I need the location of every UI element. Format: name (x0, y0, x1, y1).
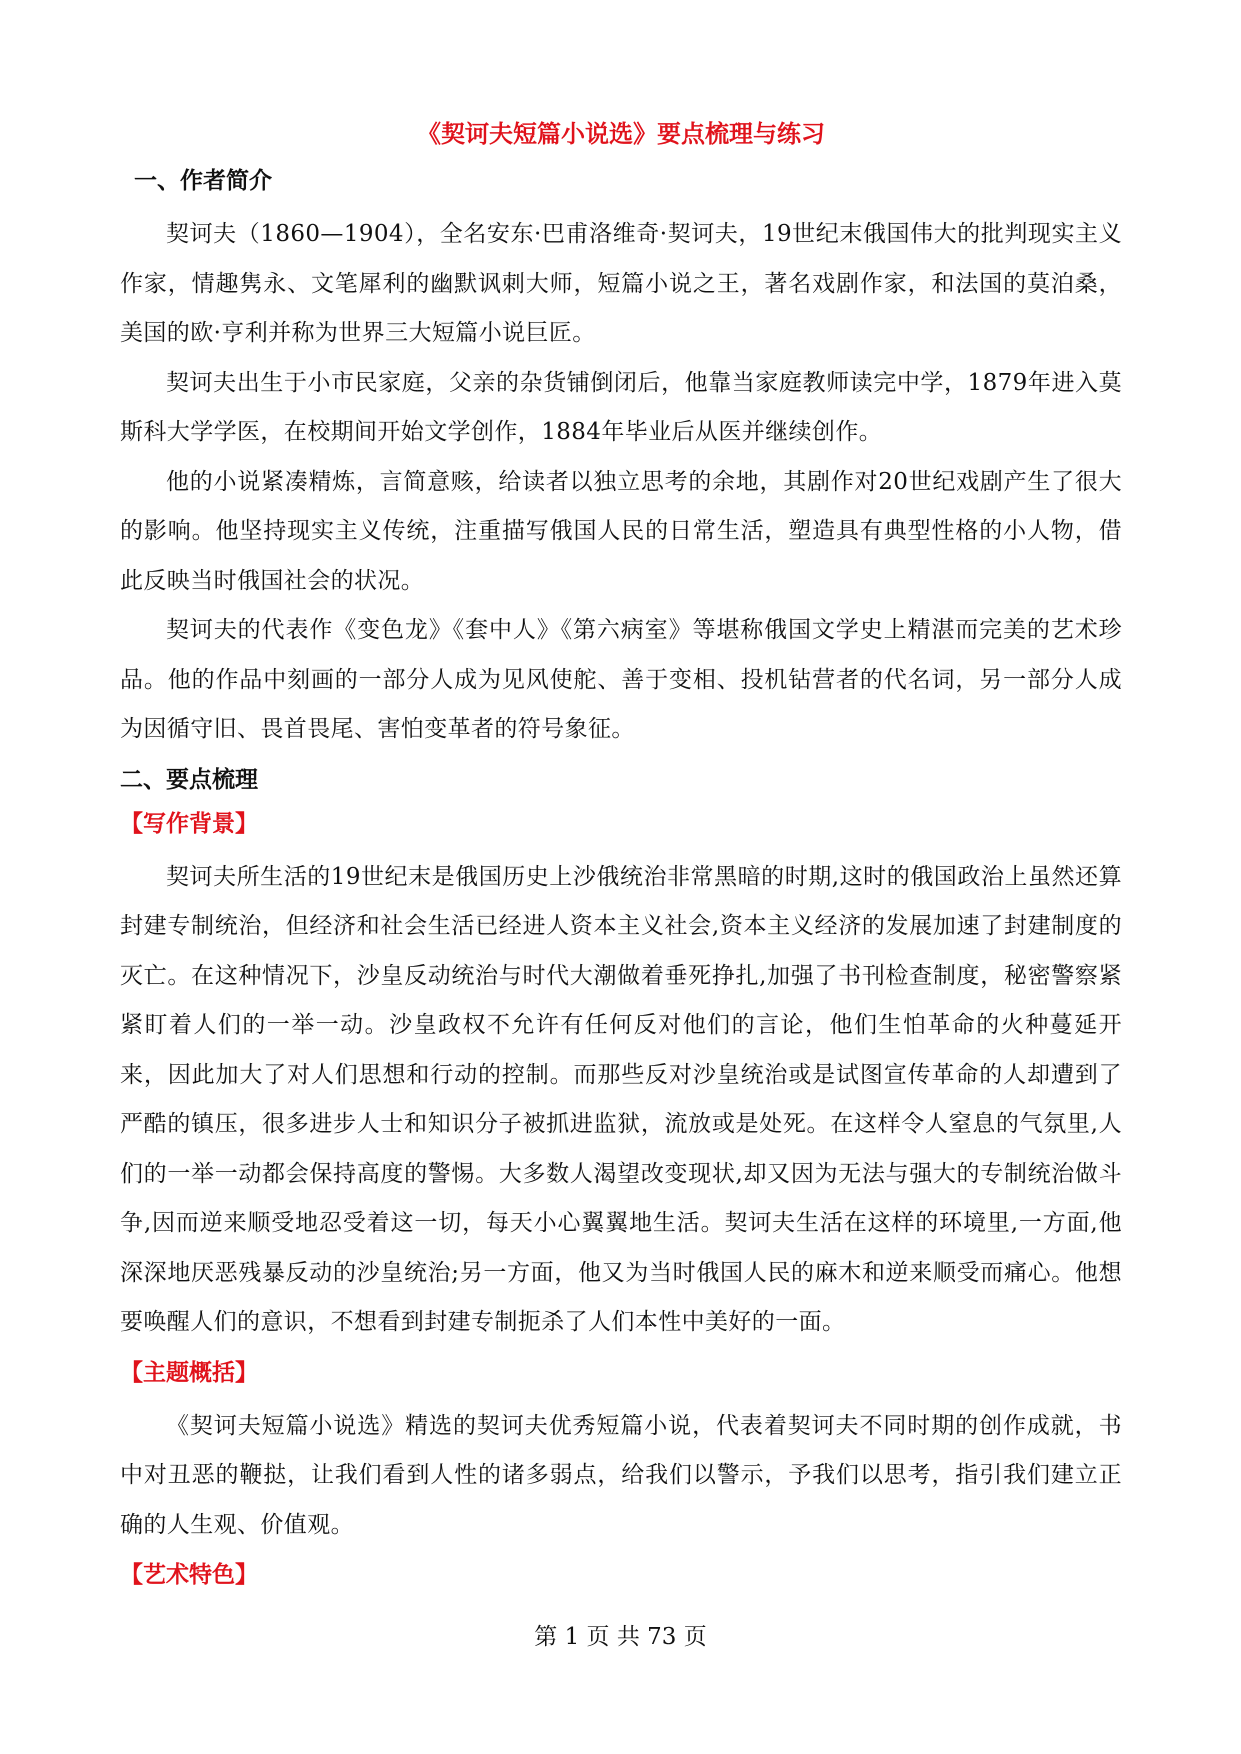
document-title: 《契诃夫短篇小说选》要点梳理与练习 (417, 120, 825, 148)
tag-art: 【艺术特色】 (120, 1562, 258, 1588)
page-footer: 第 1 页 共 73 页 (534, 1624, 707, 1650)
section-heading-author: 一、作者简介 (134, 168, 272, 194)
section-heading-points: 二、要点梳理 (120, 766, 258, 793)
theme-paragraph: 《契诃夫短篇小说选》精选的契诃夫优秀短篇小说，代表着契诃夫不同时期的创作成就，书中对丑恶的鞭挞，让我们看到人性的诸多弱点，给我们以警示，予我们以思考，指引我们建立正确的人生观、价值观。 (120, 1412, 1122, 1538)
author-paragraph-1: 契诃夫（1860—1904），全名安东·巴甫洛维奇·契诃夫，19世纪末俄国伟大的批判现实主义作家，情趣隽永、文笔犀利的幽默讽刺大师，短篇小说之王，著名戏剧作家，和法国的莫泊桑，美国的欧·亨利并称为世界三大短篇小说巨匠。 (120, 221, 1122, 346)
document-page (120, 118, 1122, 1604)
author-paragraph-4: 契诃夫的代表作《变色龙》《套中人》《第六病室》等堪称俄国文学史上精湛而完美的艺术珍品。他的作品中刻画的一部分人成为见风使舵、善于变相、投机钻营者的代名词，另一部分人成为因循守旧、畏首畏尾、害怕变革者的符号象征。 (120, 617, 1122, 742)
tag-background: 【写作背景】 (120, 810, 258, 837)
author-paragraph-3: 他的小说紧凑精炼，言简意赅，给读者以独立思考的余地，其剧作对20世纪戏剧产生了很大的影响。他坚持现实主义传统，注重描写俄国人民的日常生活，塑造具有典型性格的小人物，借此反映当时俄国社会的状况。 (120, 468, 1122, 594)
background-paragraph: 契诃夫所生活的19世纪末是俄国历史上沙俄统治非常黑暗的时期,这时的俄国政治上虽然还算封建专制统治，但经济和社会生活已经进人资本主义社会,资本主义经济的发展加速了封建制度的灭亡。在这种情况下，沙皇反动统治与时代大潮做着垂死挣扎,加强了书刊检查制度，秘密警察紧紧盯着人们的一举一动。沙皇政权不允许有任何反对他们的言论，他们生怕革命的火种蔓延开来，因此加大了对人们思想和行动的控制。而那些反对沙皇统治或是试图宣传革命的人却遭到了严酷的镇压，很多进步人士和知识分子被抓进监狱，流放或是处死。在这样令人窒息的气氛里,人们的一举一动都会保持高度的警惕。大多数人渴望改变现状,却又因为无法与强大的专制统治做斗争,因而逆来顺受地忍受着这一切，每天小心翼翼地生活。契诃夫生活在这样的环境里,一方面,他深深地厌恶残暴反动的沙皇统治;另一方面，他又为当时俄国人民的麻木和逆来顺受而痛心。他想要唤醒人们的意识，不想看到封建专制扼杀了人们本性中美好的一面。 (120, 863, 1122, 1335)
tag-theme: 【主题概括】 (120, 1359, 258, 1386)
author-paragraph-2: 契诃夫出生于小市民家庭，父亲的杂货铺倒闭后，他靠当家庭教师读完中学，1879年进入莫斯科大学学医，在校期间开始文学创作，1884年毕业后从医并继续创作。 (120, 369, 1122, 445)
